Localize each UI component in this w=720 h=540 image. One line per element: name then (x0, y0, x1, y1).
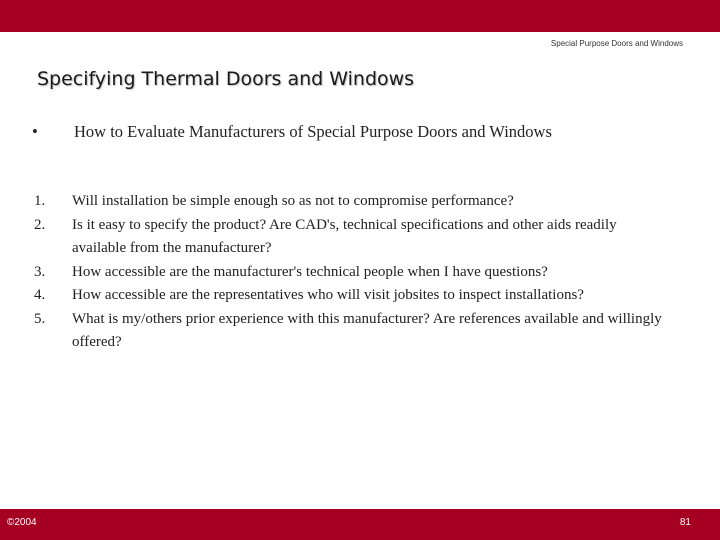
bullet-text: How to Evaluate Manufacturers of Special Purpose Doors and Windows (74, 122, 552, 141)
list-item (34, 308, 674, 355)
list-item (34, 261, 674, 285)
list-item (34, 214, 674, 261)
list-item-number: 1. (34, 193, 46, 209)
slide-title: Specifying Thermal Doors and Windows (37, 68, 415, 90)
list-item-text: Will installation be simple enough so as not to compromise performance? (72, 193, 514, 209)
page-number: 81 (679, 517, 691, 528)
top-banner (0, 0, 720, 32)
numbered-list (34, 190, 674, 355)
list-item-number: 3. (34, 263, 46, 280)
list-item-text: What is my/others prior experience with this manufacturer? Are references available and willingly offered? (72, 310, 662, 350)
bullet-item (30, 121, 670, 142)
copyright-notice: ©2004 (7, 517, 37, 528)
list-item-number: 2. (34, 216, 46, 233)
list-item-text: How accessible are the manufacturer's technical people when I have questions? (72, 263, 548, 280)
list-item-number: 4. (34, 287, 46, 303)
list-item-text: How accessible are the representatives who will visit jobsites to inspect installations? (72, 287, 584, 303)
list-item-text: Is it easy to specify the product? Are CAD's, technical specifications and other aids readily available from the manufacturer? (72, 216, 617, 256)
header-caption: Special Purpose Doors and Windows (550, 39, 683, 48)
list-item (34, 284, 674, 308)
footer-bar (0, 509, 720, 540)
bullet-marker: • (32, 122, 38, 141)
list-item-number: 5. (34, 310, 46, 327)
list-item (34, 190, 674, 214)
